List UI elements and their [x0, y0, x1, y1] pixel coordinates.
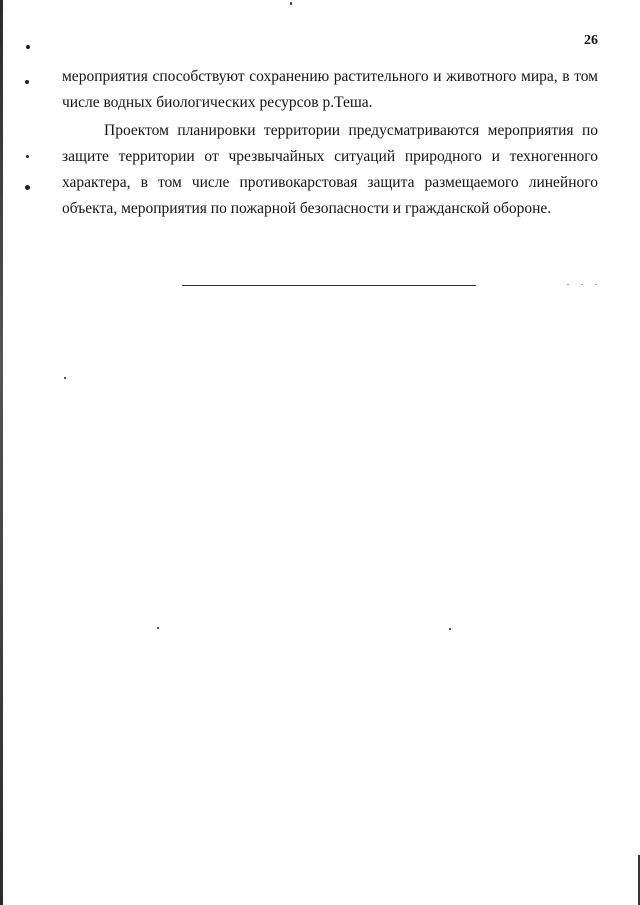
- scan-speck: [26, 45, 30, 49]
- scan-speck: [290, 2, 292, 5]
- paragraph-line: числе водных биологических ресурсов р.Теша.: [62, 94, 373, 111]
- scan-speck: [157, 627, 159, 629]
- paragraph-line: мероприятия способствуют сохранению растительного и животного мира, в том: [62, 68, 598, 85]
- paragraph-line: защите территории от чрезвычайных ситуаций природного и техногенного: [62, 148, 598, 165]
- scan-speck: [64, 377, 66, 379]
- scan-speck: [581, 284, 583, 285]
- scan-speck: [595, 284, 597, 285]
- scan-speck: [25, 80, 29, 84]
- paragraph-planning-measures: [62, 118, 598, 222]
- paragraph-environment: [62, 64, 598, 116]
- scan-speck: [25, 185, 30, 190]
- scan-speck: [567, 284, 569, 285]
- scan-speck: [449, 628, 451, 630]
- paragraph-line: объекта, мероприятия по пожарной безопасности и гражданской обороне.: [62, 200, 552, 217]
- scan-left-edge: [0, 0, 3, 905]
- page-number: 26: [584, 33, 598, 48]
- scan-speck: [26, 155, 29, 158]
- paragraph-line: Проектом планировки территории предусматриваются мероприятия по: [104, 122, 598, 139]
- paragraph-line: характера, в том числе противокарстовая защита размещаемого линейного: [62, 174, 598, 191]
- end-separator-line: [182, 285, 476, 286]
